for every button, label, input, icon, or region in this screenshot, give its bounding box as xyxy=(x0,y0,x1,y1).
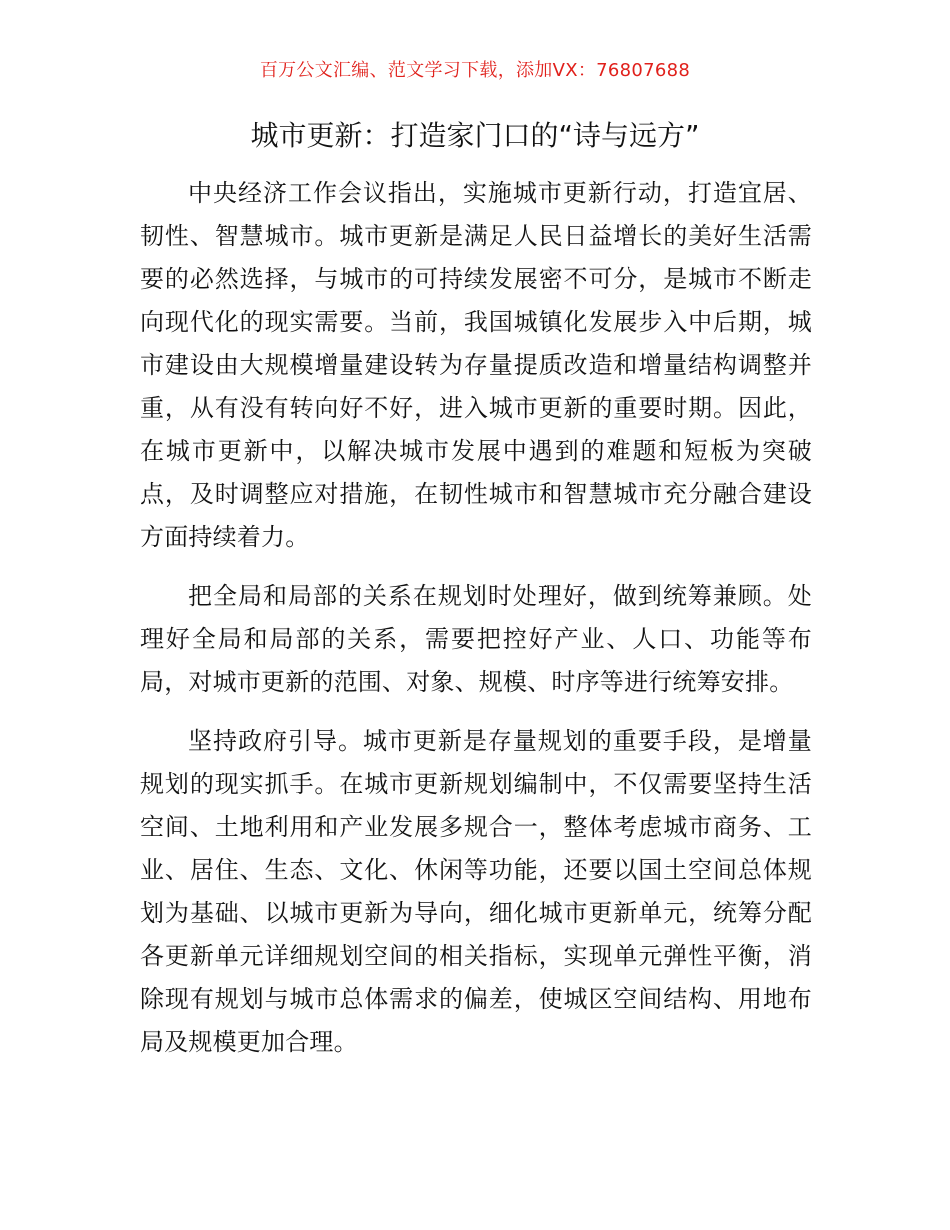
document-body xyxy=(140,172,812,1080)
paragraph: 坚持政府引导。城市更新是存量规划的重要手段，是增量规划的现实抓手。在城市更新规划编制中，不仅需要坚持生活空间、土地利用和产业发展多规合一，整体考虑城市商务、工业、居住、生态、文化、休闲等功能，还要以国土空间总体规划为基础、以城市更新为导向，细化城市更新单元，统筹分配各更新单元详细规划空间的相关指标，实现单元弹性平衡，消除现有规划与城市总体需求的偏差，使城区空间结构、用地布局及规模更加合理。 xyxy=(140,727,812,1056)
paragraph: 中央经济工作会议指出，实施城市更新行动，打造宜居、韧性、智慧城市。城市更新是满足人民日益增长的美好生活需要的必然选择，与城市的可持续发展密不可分，是城市不断走向现代化的现实需要。当前，我国城镇化发展步入中后期，城市建设由大规模增量建设转为存量提质改造和增量结构调整并重，从有没有转向好不好，进入城市更新的重要时期。因此，在城市更新中，以解决城市发展中遇到的难题和短板为突破点，及时调整应对措施，在韧性城市和智慧城市充分融合建设方面持续着力。 xyxy=(140,179,812,551)
paragraph: 把全局和局部的关系在规划时处理好，做到统筹兼顾。处理好全局和局部的关系，需要把控好产业、人口、功能等布局，对城市更新的范围、对象、规模、时序等进行统筹安排。 xyxy=(140,582,812,696)
document-title: 城市更新：打造家门口的“诗与远方” xyxy=(250,119,700,152)
header-note: 百万公文汇编、范文学习下载，添加VX：76807688 xyxy=(259,60,691,81)
